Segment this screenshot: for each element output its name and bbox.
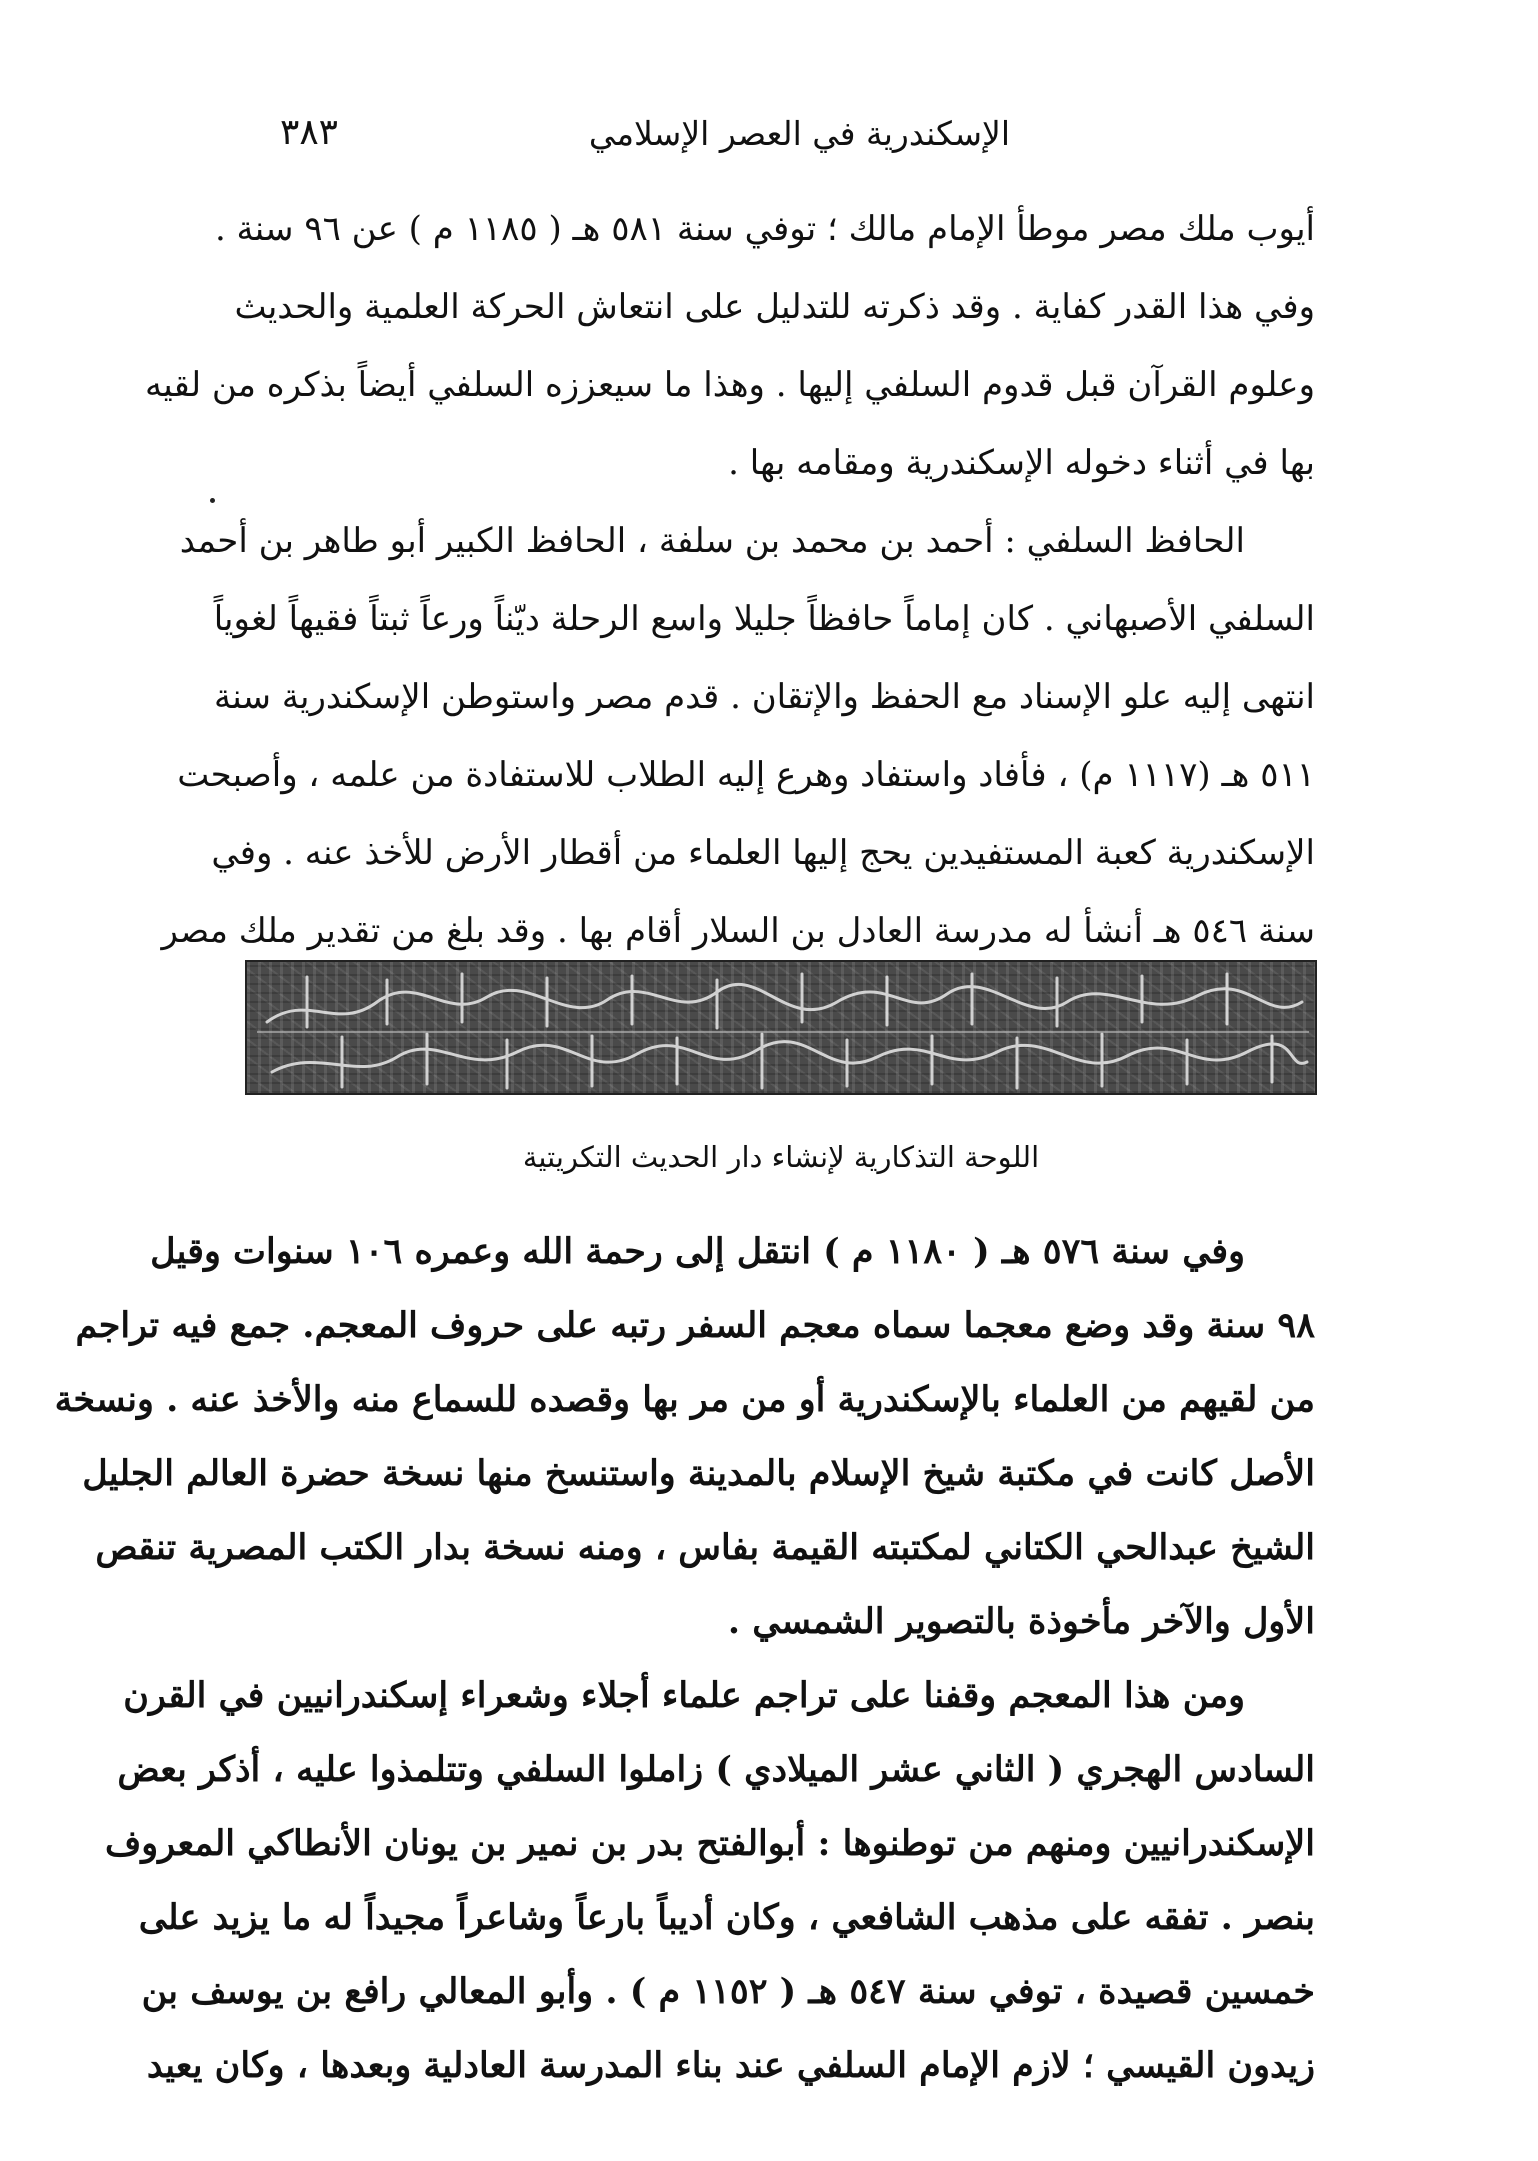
running-title: الإسكندرية في العصر الإسلامي	[588, 114, 1010, 153]
text-line: السلفي الأصبهاني . كان إماماً حافظاً جليلا واسع الرحلة ديّناً ورعاً ثبتاً فقيهاً لغوياً	[213, 599, 1315, 639]
text-line: بنصر . تفقه على مذهب الشافعي ، وكان أديباً بارعاً وشاعراً مجيداً له ما يزيد على	[138, 1897, 1315, 1938]
text-line: الإسكندرية كعبة المستفيدين يحج إليها العلماء من أقطار الأرض للأخذ عنه . وفي	[211, 833, 1315, 873]
text-line: من لقيهم من العلماء بالإسكندرية أو من مر بها وقصده للسماع منه والأخذ عنه . ونسخة	[54, 1379, 1315, 1420]
text-line: الشيخ عبدالحي الكتاني لمكتبته القيمة بفاس ، ومنه نسخة بدار الكتب المصرية تنقص	[95, 1527, 1315, 1568]
text-line: الإسكندرانيين ومنهم من توطنوها : أبوالفتح بدر بن نمير بن يونان الأنطاكي المعروف	[104, 1823, 1315, 1864]
text-line: ٥١١ هـ (١١١٧ م) ، فأفاد واستفاد وهرع إليه الطلاب للاستفادة من علمه ، وأصبحت	[177, 755, 1315, 795]
page-number: ٣٨٣	[280, 112, 339, 153]
text-line: خمسين قصيدة ، توفي سنة ٥٤٧ هـ ( ١١٥٢ م ) . وأبو المعالي رافع بن يوسف بن	[141, 1971, 1315, 2012]
text-line: زيدون القيسي ؛ لازم الإمام السلفي عند بناء المدرسة العادلية وبعدها ، وكان يعيد	[146, 2045, 1315, 2086]
running-header	[250, 108, 1310, 168]
text-line: الأول والآخر مأخوذة بالتصوير الشمسي .	[727, 1601, 1315, 1642]
text-line: السادس الهجري ( الثاني عشر الميلادي ) زاملوا السلفي وتتلمذوا عليه ، أذكر بعض	[117, 1749, 1315, 1790]
text-line: أيوب ملك مصر موطأ الإمام مالك ؛ توفي سنة ٥٨١ هـ ( ١١٨٥ م ) عن ٩٦ سنة .	[214, 209, 1315, 249]
text-line: انتهى إليه علو الإسناد مع الحفظ والإتقان . قدم مصر واستوطن الإسكندرية سنة	[214, 677, 1315, 717]
text-block-top	[145, 190, 1315, 1048]
text-line: بها في أثناء دخوله الإسكندرية ومقامه بها .	[728, 443, 1315, 483]
text-line: وفي هذا القدر كفاية . وقد ذكرته للتدليل على انتعاش الحركة العلمية والحديث	[234, 287, 1315, 327]
inscription-plaque-image	[245, 960, 1317, 1095]
inscription-calligraphy	[247, 962, 1319, 1097]
text-line: سنة ٥٤٦ هـ أنشأ له مدرسة العادل بن السلار أقام بها . وقد بلغ من تقدير ملك مصر	[161, 911, 1315, 951]
text-block-bottom	[54, 1215, 1315, 2103]
text-line: وعلوم القرآن قبل قدوم السلفي إليها . وهذا ما سيعززه السلفي أيضاً بذكره من لقيه	[145, 365, 1315, 405]
text-line: الأصل كانت في مكتبة شيخ الإسلام بالمدينة واستنسخ منها نسخة حضرة العالم الجليل	[82, 1453, 1315, 1494]
text-line: الحافظ السلفي : أحمد بن محمد بن سلفة ، الحافظ الكبير أبو طاهر بن أحمد	[179, 521, 1245, 561]
text-line: ومن هذا المعجم وقفنا على تراجم علماء أجلاء وشعراء إسكندرانيين في القرن	[123, 1675, 1245, 1716]
text-line: وفي سنة ٥٧٦ هـ ( ١١٨٠ م ) انتقل إلى رحمة الله وعمره ١٠٦ سنوات وقيل	[150, 1231, 1245, 1272]
figure-caption: اللوحة التذكارية لإنشاء دار الحديث التكريتية	[522, 1140, 1040, 1174]
margin-dot	[210, 498, 215, 503]
text-line: ٩٨ سنة وقد وضع معجما سماه معجم السفر رتبه على حروف المعجم. جمع فيه تراجم	[75, 1305, 1315, 1346]
